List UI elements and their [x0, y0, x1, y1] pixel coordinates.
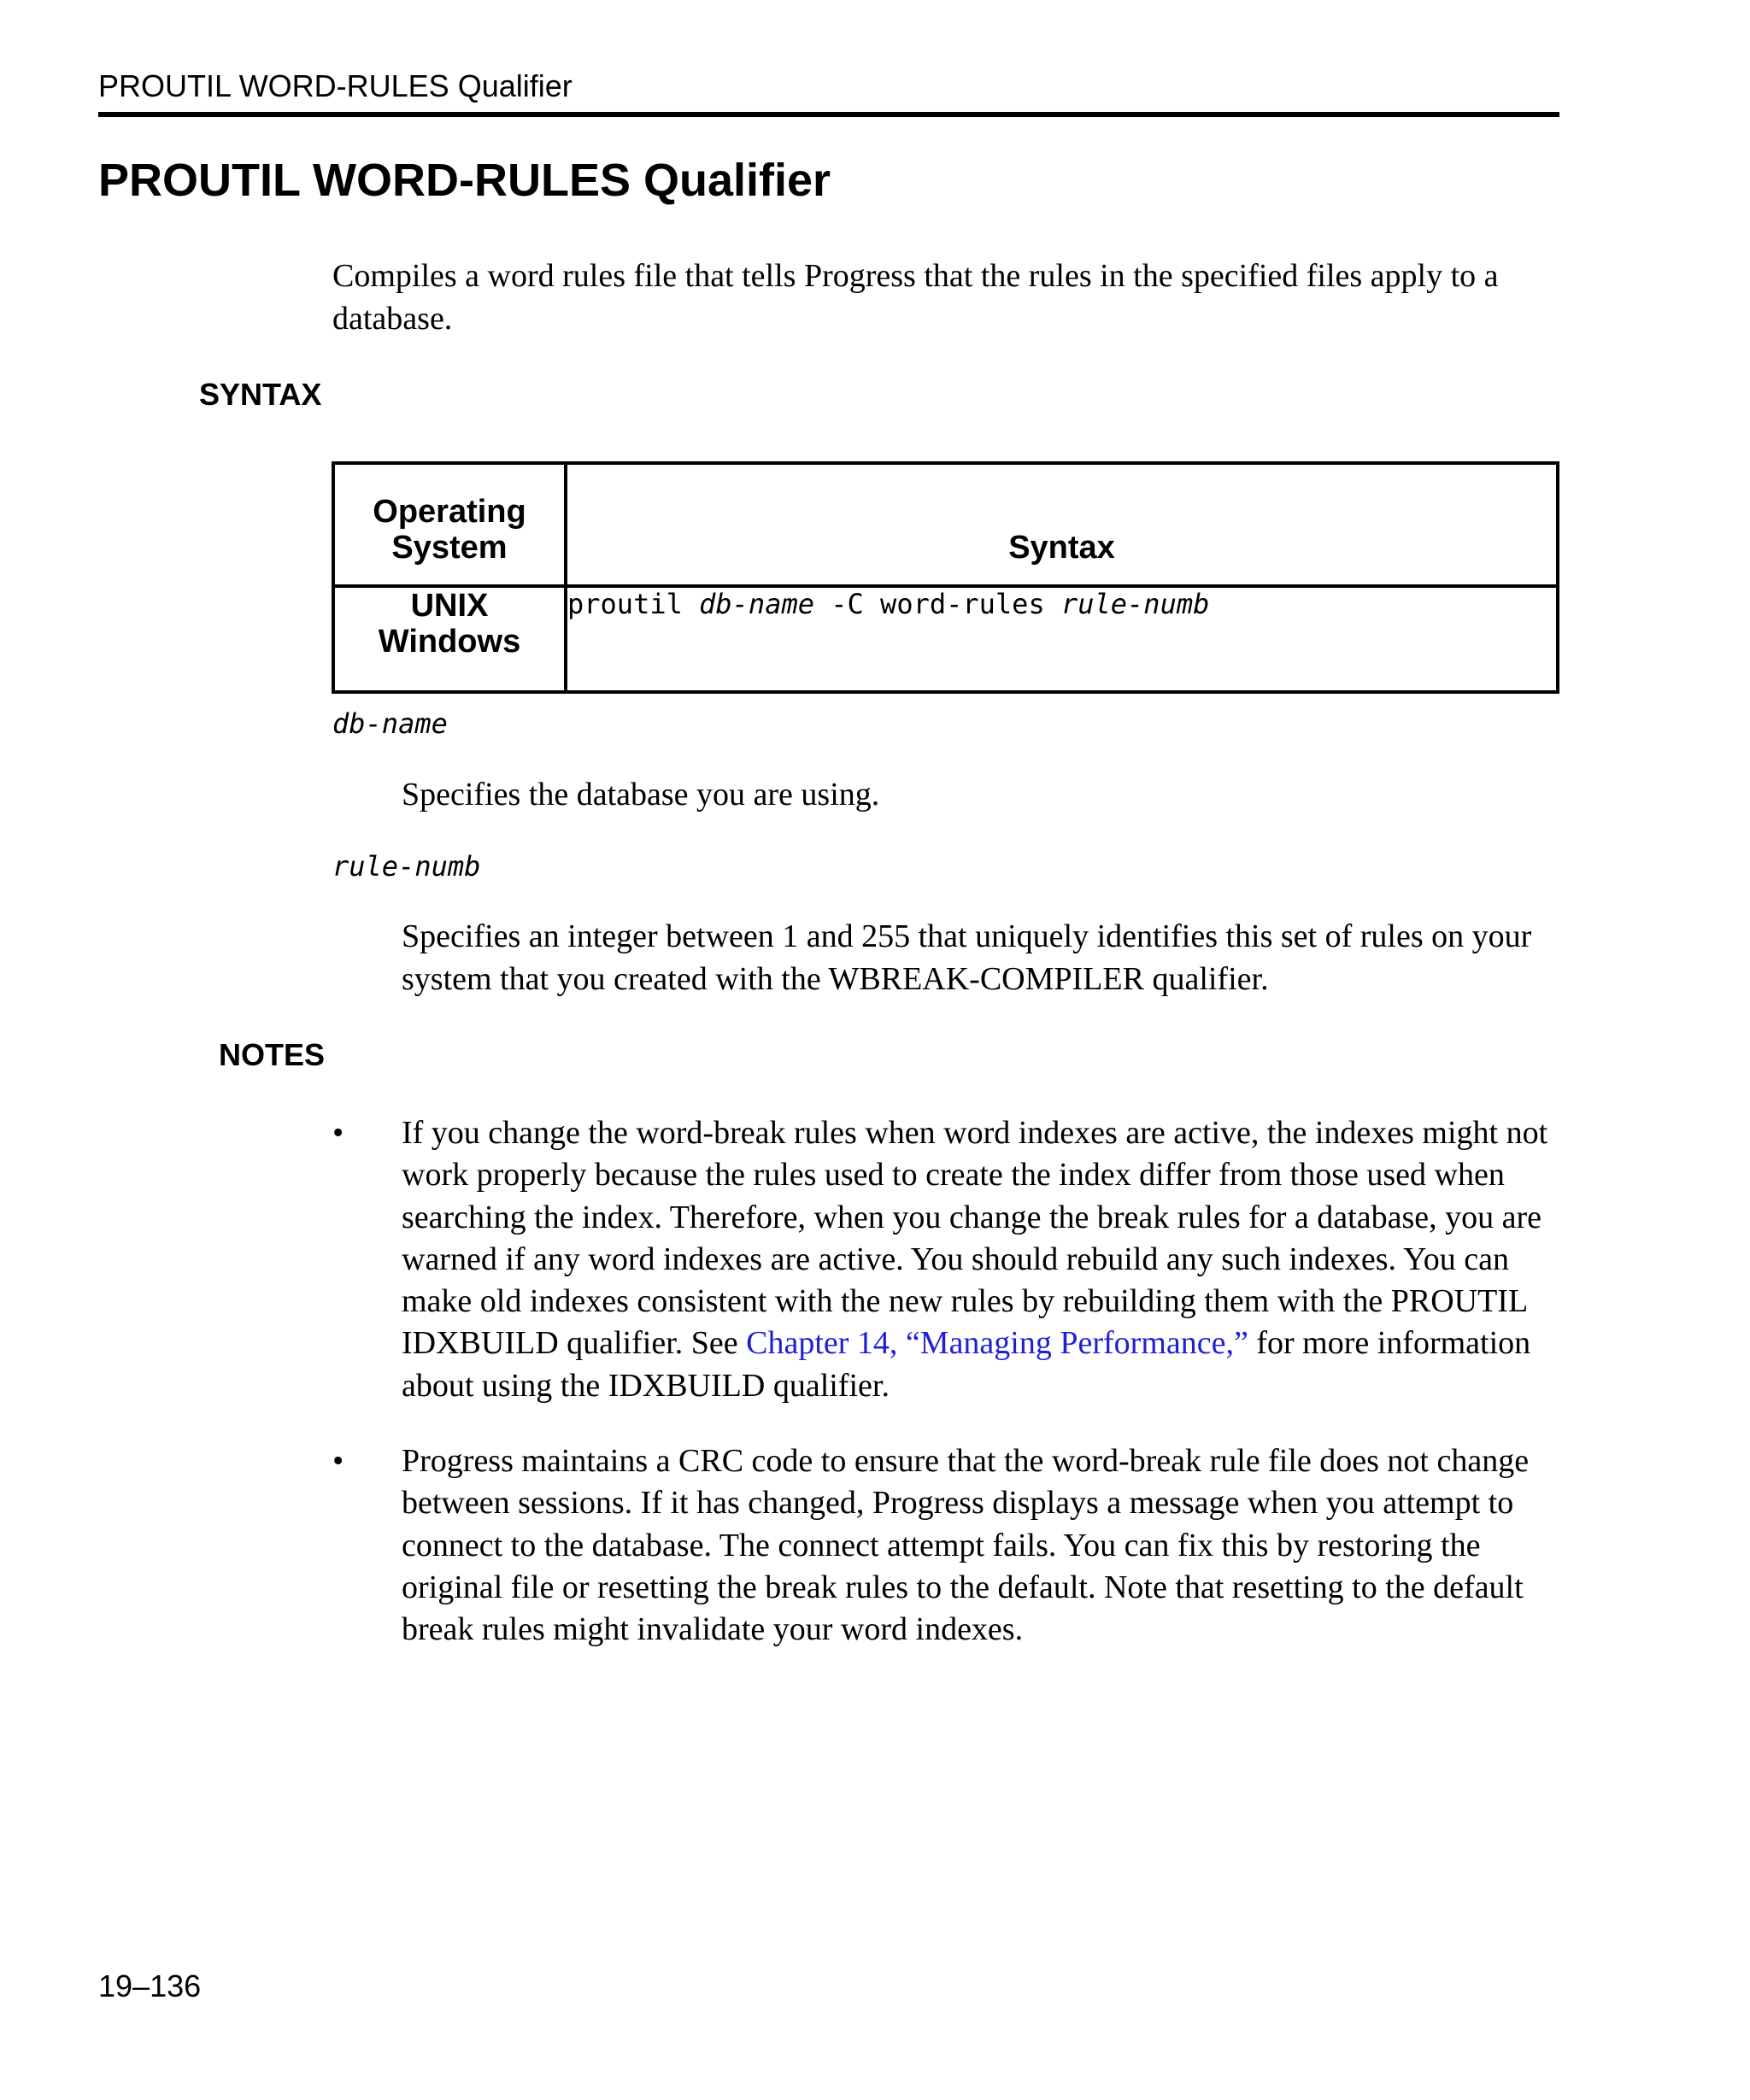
bullet: •	[332, 1115, 344, 1151]
header-rule	[98, 112, 1559, 117]
os-header-line1: Operating	[373, 494, 526, 530]
syntax-table-row	[333, 586, 1558, 692]
note-text-after-link: for more information about using the IDXBUILD qualifier.	[402, 1325, 1531, 1404]
intro-paragraph: Compiles a word rules file that tells Progress that the rules in the specified files apply to a database.	[332, 258, 1499, 337]
param-term-rule-numb: rule-numb	[332, 850, 481, 883]
notes-heading: NOTES	[219, 1037, 326, 1072]
param-desc-rule-numb: Specifies an integer between 1 and 255 that uniquely identifies this set of rules on your system that you created with the WBREAK-COMPILER qualifier.	[402, 918, 1532, 997]
os-header-line2: System	[391, 530, 508, 566]
syntax-arg-db-name: db-name	[699, 588, 814, 620]
note-item	[332, 1440, 1563, 1651]
running-header: PROUTIL WORD-RULES Qualifier	[98, 68, 573, 103]
bullet: •	[332, 1443, 344, 1479]
note-text	[402, 1112, 1563, 1407]
note-item	[332, 1112, 1563, 1407]
param-desc-db-name: Specifies the database you are using.	[402, 777, 880, 812]
syntax-table-header-row	[333, 463, 1558, 586]
syntax-column-header: Syntax	[566, 463, 1558, 586]
syntax-table	[332, 461, 1559, 694]
syntax-cell	[566, 586, 1558, 692]
os-column-header	[333, 463, 566, 586]
syntax-option: -C word-rules	[831, 588, 1045, 620]
syntax-arg-rule-numb: rule-numb	[1060, 588, 1210, 620]
note-text-before-link: If you change the word-break rules when word indexes are active, the indexes might not work properly because the rules used to create the index differ from those used when searching the index. Therefore, when you change the break rules for a database, you are warned if any word indexes are active. You should rebuild any such indexes. You can make old indexes consistent with the new rules by rebuilding them with the PROUTIL IDXBUILD qualifier. See	[402, 1115, 1548, 1362]
page-title: PROUTIL WORD-RULES Qualifier	[98, 155, 831, 206]
note-text: Progress maintains a CRC code to ensure that the word-break rule file does not change between sessions. If it has changed, Progress displays a message when you attempt to connect to the database. The connect attempt fails. You can fix this by restoring the original file or resetting the break rules to the default. Note that resetting to the default break rules might invalidate your word indexes.	[402, 1443, 1530, 1648]
syntax-heading: SYNTAX	[199, 377, 322, 412]
param-term-db-name: db-name	[332, 707, 448, 740]
chapter-14-link[interactable]: Chapter 14, “Managing Performance,”	[746, 1325, 1248, 1362]
syntax-command: proutil	[567, 588, 683, 620]
os-unix: UNIX	[410, 588, 489, 624]
os-windows: Windows	[378, 624, 521, 660]
page-number: 19–136	[98, 1968, 202, 2003]
os-cell	[333, 586, 566, 692]
